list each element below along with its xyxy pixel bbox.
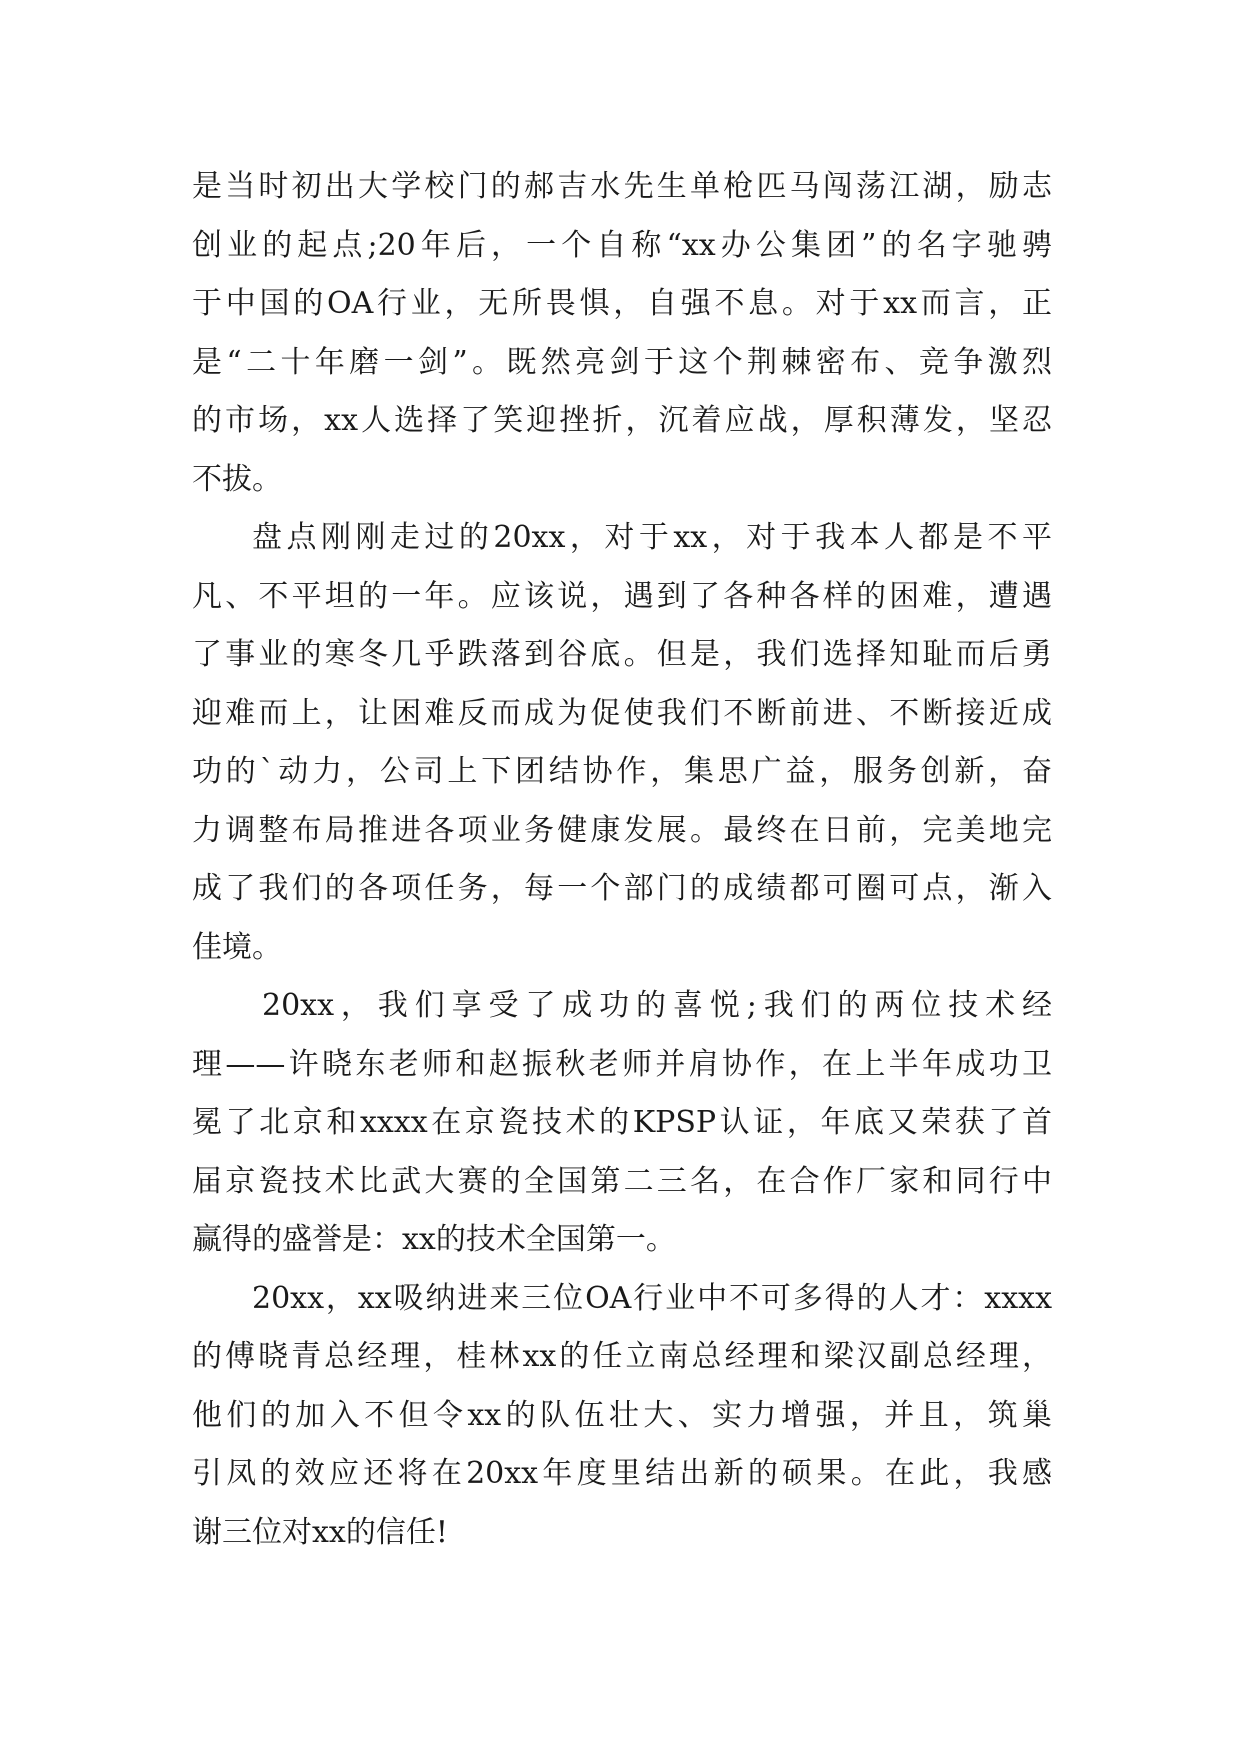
paragraph-line: 届京瓷技术比武大赛的全国第二三名，在合作厂家和同行中: [192, 1163, 1052, 1199]
paragraph-3: [192, 977, 1052, 1270]
paragraph-line: 迎难而上，让困难反而成为促使我们不断前进、不断接近成: [192, 695, 1052, 731]
paragraph-line: 力调整布局推进各项业务健康发展。最终在日前，完美地完: [192, 812, 1052, 848]
paragraph-line: 是当时初出大学校门的郝吉水先生单枪匹马闯荡江湖，励志: [192, 169, 1052, 204]
paragraph-line: 谢三位对xx的信任!: [192, 1514, 448, 1550]
paragraph-line: 的市场，xx人选择了笑迎挫折，沉着应战，厚积薄发，坚忍: [192, 403, 1052, 438]
paragraph-line: 创业的起点;20年后，一个自称“xx办公集团”的名字驰骋: [192, 227, 1052, 263]
paragraph-4: [192, 1270, 1052, 1563]
paragraph-line: 20xx，xx吸纳进来三位OA行业中不可多得的人才：xxxx: [252, 1280, 1052, 1316]
paragraph-line: 的傅晓青总经理，桂林xx的任立南总经理和梁汉副总经理，: [192, 1339, 1052, 1374]
paragraph-line: 功的`动力，公司上下团结协作，集思广益，服务创新，奋: [192, 754, 1052, 789]
paragraph-line: 理——许晓东老师和赵振秋老师并肩协作，在上半年成功卫: [192, 1046, 1052, 1082]
paragraph-line: 成了我们的各项任务，每一个部门的成绩都可圈可点，渐入: [192, 871, 1052, 906]
paragraph-line: 20xx，我们享受了成功的喜悦;我们的两位技术经: [262, 988, 1052, 1023]
paragraph-line: 冕了北京和xxxx在京瓷技术的KPSP认证，年底又荣获了首: [192, 1105, 1052, 1140]
paragraph-2: [192, 509, 1052, 977]
paragraph-line: 凡、不平坦的一年。应该说，遇到了各种各样的困难，遭遇: [192, 578, 1052, 614]
paragraph-line: 了事业的寒冬几乎跌落到谷底。但是，我们选择知耻而后勇: [192, 637, 1052, 672]
paragraph-line: 赢得的盛誉是：xx的技术全国第一。: [192, 1222, 676, 1257]
paragraph-1: [192, 158, 1052, 509]
document-body: [192, 158, 1052, 1562]
paragraph-line: 引凤的效应还将在20xx年度里结出新的硕果。在此，我感: [192, 1456, 1052, 1491]
paragraph-line: 盘点刚刚走过的20xx，对于xx，对于我本人都是不平: [252, 520, 1052, 555]
paragraph-line: 他们的加入不但令xx的队伍壮大、实力增强，并且，筑巢: [192, 1397, 1052, 1433]
paragraph-line: 于中国的OA行业，无所畏惧，自强不息。对于xx而言，正: [192, 286, 1052, 321]
paragraph-line: 不拔。: [192, 461, 282, 497]
paragraph-line: 是“二十年磨一剑”。既然亮剑于这个荆棘密布、竞争激烈: [192, 344, 1052, 380]
paragraph-line: 佳境。: [192, 929, 282, 965]
